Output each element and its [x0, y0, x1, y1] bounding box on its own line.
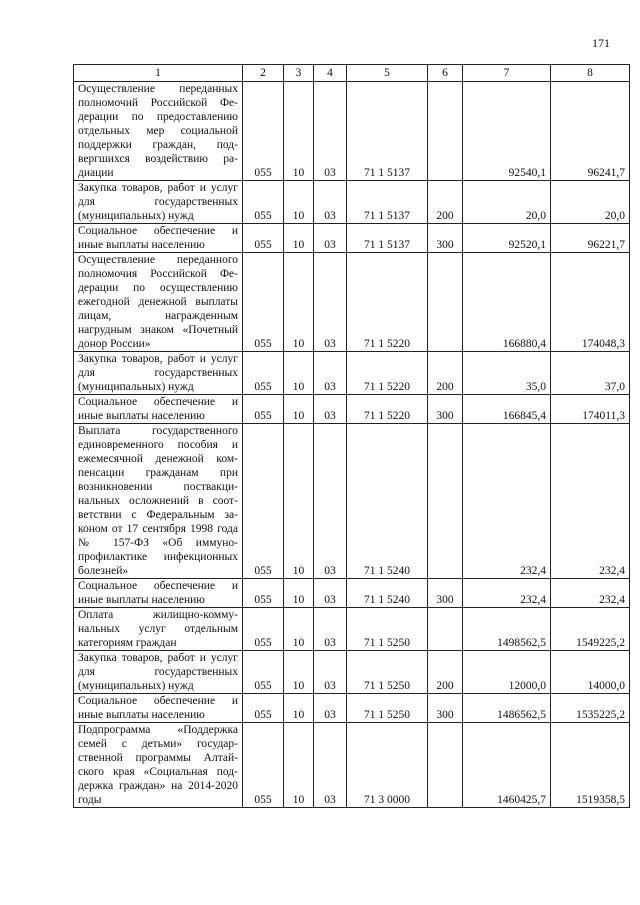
cell-section: 10	[284, 224, 314, 253]
row-name: Социальное обеспечение и иные выплаты населению	[74, 395, 243, 424]
cell-target-article: 71 1 5220	[347, 352, 428, 395]
cell-code-grbs: 055	[243, 82, 284, 181]
cell-amount-year2: 20,0	[551, 181, 630, 224]
cell-expense-type: 300	[428, 579, 463, 608]
cell-section: 10	[284, 181, 314, 224]
cell-target-article: 71 1 5137	[347, 82, 428, 181]
table-row	[74, 352, 630, 395]
row-name: Осуществление переданного полномочия Российской Федерации по осуществлению ежегодной денежной выплаты лицам, награжденным нагрудным знаком «Почетный донор России»	[74, 253, 243, 352]
cell-expense-type: 300	[428, 395, 463, 424]
cell-code-grbs: 055	[243, 694, 284, 723]
cell-target-article: 71 1 5250	[347, 608, 428, 651]
table-row	[74, 181, 630, 224]
page-number: 171	[592, 36, 610, 50]
row-name: Социальное обеспечение и иные выплаты населению	[74, 579, 243, 608]
cell-amount-year2: 174048,3	[551, 253, 630, 352]
cell-amount-year1: 92520,1	[463, 224, 551, 253]
cell-expense-type	[428, 82, 463, 181]
table-row	[74, 82, 630, 181]
cell-subsection: 03	[314, 395, 347, 424]
cell-amount-year1: 1498562,5	[463, 608, 551, 651]
cell-section: 10	[284, 424, 314, 579]
cell-amount-year1: 232,4	[463, 579, 551, 608]
table-row	[74, 579, 630, 608]
cell-code-grbs: 055	[243, 352, 284, 395]
cell-subsection: 03	[314, 723, 347, 808]
cell-code-grbs: 055	[243, 608, 284, 651]
cell-section: 10	[284, 253, 314, 352]
column-header: 8	[551, 65, 630, 82]
cell-code-grbs: 055	[243, 424, 284, 579]
cell-target-article: 71 1 5250	[347, 694, 428, 723]
cell-expense-type: 200	[428, 352, 463, 395]
cell-code-grbs: 055	[243, 395, 284, 424]
table-header-row	[74, 65, 630, 82]
cell-amount-year2: 96221,7	[551, 224, 630, 253]
row-name: Социальное обеспечение и иные выплаты населению	[74, 224, 243, 253]
cell-subsection: 03	[314, 224, 347, 253]
table-row	[74, 651, 630, 694]
cell-expense-type	[428, 424, 463, 579]
row-name: Закупка товаров, работ и услуг для государственных (муниципальных) нужд	[74, 651, 243, 694]
table-row	[74, 253, 630, 352]
budget-table	[73, 64, 630, 808]
cell-subsection: 03	[314, 82, 347, 181]
cell-code-grbs: 055	[243, 723, 284, 808]
cell-target-article: 71 1 5240	[347, 579, 428, 608]
cell-section: 10	[284, 694, 314, 723]
column-header: 4	[314, 65, 347, 82]
cell-code-grbs: 055	[243, 253, 284, 352]
cell-subsection: 03	[314, 651, 347, 694]
cell-code-grbs: 055	[243, 181, 284, 224]
cell-amount-year1: 92540,1	[463, 82, 551, 181]
cell-amount-year2: 1535225,2	[551, 694, 630, 723]
cell-amount-year2: 37,0	[551, 352, 630, 395]
cell-target-article: 71 1 5220	[347, 253, 428, 352]
column-header: 5	[347, 65, 428, 82]
cell-target-article: 71 1 5137	[347, 224, 428, 253]
cell-section: 10	[284, 579, 314, 608]
cell-section: 10	[284, 82, 314, 181]
cell-amount-year2: 1549225,2	[551, 608, 630, 651]
cell-amount-year1: 1486562,5	[463, 694, 551, 723]
row-name: Выплата государственного единовременного пособия и ежемесячной денежной компенсации гражданам при возникновении поствакцинальных осложнений в соответствии с Федеральным законом от 17 сентября 1998 года № 157-ФЗ «Об иммунопрофилактике инфекционных болезней»	[74, 424, 243, 579]
table-row	[74, 224, 630, 253]
cell-expense-type	[428, 723, 463, 808]
cell-subsection: 03	[314, 352, 347, 395]
cell-code-grbs: 055	[243, 579, 284, 608]
column-header: 3	[284, 65, 314, 82]
row-name: Социальное обеспечение и иные выплаты населению	[74, 694, 243, 723]
cell-section: 10	[284, 608, 314, 651]
cell-expense-type: 300	[428, 224, 463, 253]
column-header: 1	[74, 65, 243, 82]
column-header: 2	[243, 65, 284, 82]
table-row	[74, 694, 630, 723]
cell-section: 10	[284, 395, 314, 424]
cell-amount-year1: 20,0	[463, 181, 551, 224]
cell-code-grbs: 055	[243, 224, 284, 253]
cell-subsection: 03	[314, 424, 347, 579]
cell-section: 10	[284, 651, 314, 694]
cell-amount-year2: 174011,3	[551, 395, 630, 424]
cell-amount-year1: 232,4	[463, 424, 551, 579]
cell-target-article: 71 1 5220	[347, 395, 428, 424]
cell-amount-year1: 1460425,7	[463, 723, 551, 808]
cell-amount-year2: 232,4	[551, 424, 630, 579]
column-header: 6	[428, 65, 463, 82]
cell-expense-type: 300	[428, 694, 463, 723]
cell-amount-year1: 166845,4	[463, 395, 551, 424]
column-header: 7	[463, 65, 551, 82]
cell-subsection: 03	[314, 181, 347, 224]
cell-subsection: 03	[314, 694, 347, 723]
cell-amount-year2: 1519358,5	[551, 723, 630, 808]
cell-section: 10	[284, 352, 314, 395]
cell-code-grbs: 055	[243, 651, 284, 694]
cell-section: 10	[284, 723, 314, 808]
row-name: Закупка товаров, работ и услуг для государственных (муниципальных) нужд	[74, 352, 243, 395]
table-row	[74, 608, 630, 651]
table-row	[74, 723, 630, 808]
cell-amount-year1: 166880,4	[463, 253, 551, 352]
row-name: Осуществление переданных полномочий Российской Федерации по предоставлению отдельных мер социальной поддержки граждан, подвергшихся воздействию радиации	[74, 82, 243, 181]
cell-amount-year2: 14000,0	[551, 651, 630, 694]
row-name: Подпрограмма «Поддержка семей с детьми» государственной программы Алтайского края «Социальная поддержка граждан» на 2014-2020 годы	[74, 723, 243, 808]
cell-expense-type	[428, 253, 463, 352]
cell-target-article: 71 1 5250	[347, 651, 428, 694]
cell-target-article: 71 1 5137	[347, 181, 428, 224]
cell-target-article: 71 1 5240	[347, 424, 428, 579]
cell-expense-type: 200	[428, 651, 463, 694]
cell-amount-year2: 232,4	[551, 579, 630, 608]
cell-amount-year1: 35,0	[463, 352, 551, 395]
cell-subsection: 03	[314, 579, 347, 608]
cell-expense-type: 200	[428, 181, 463, 224]
cell-subsection: 03	[314, 253, 347, 352]
cell-subsection: 03	[314, 608, 347, 651]
cell-target-article: 71 3 0000	[347, 723, 428, 808]
table-row	[74, 424, 630, 579]
row-name: Закупка товаров, работ и услуг для государственных (муниципальных) нужд	[74, 181, 243, 224]
table-row	[74, 395, 630, 424]
cell-amount-year2: 96241,7	[551, 82, 630, 181]
cell-expense-type	[428, 608, 463, 651]
cell-amount-year1: 12000,0	[463, 651, 551, 694]
row-name: Оплата жилищно-коммунальных услуг отдельным категориям граждан	[74, 608, 243, 651]
